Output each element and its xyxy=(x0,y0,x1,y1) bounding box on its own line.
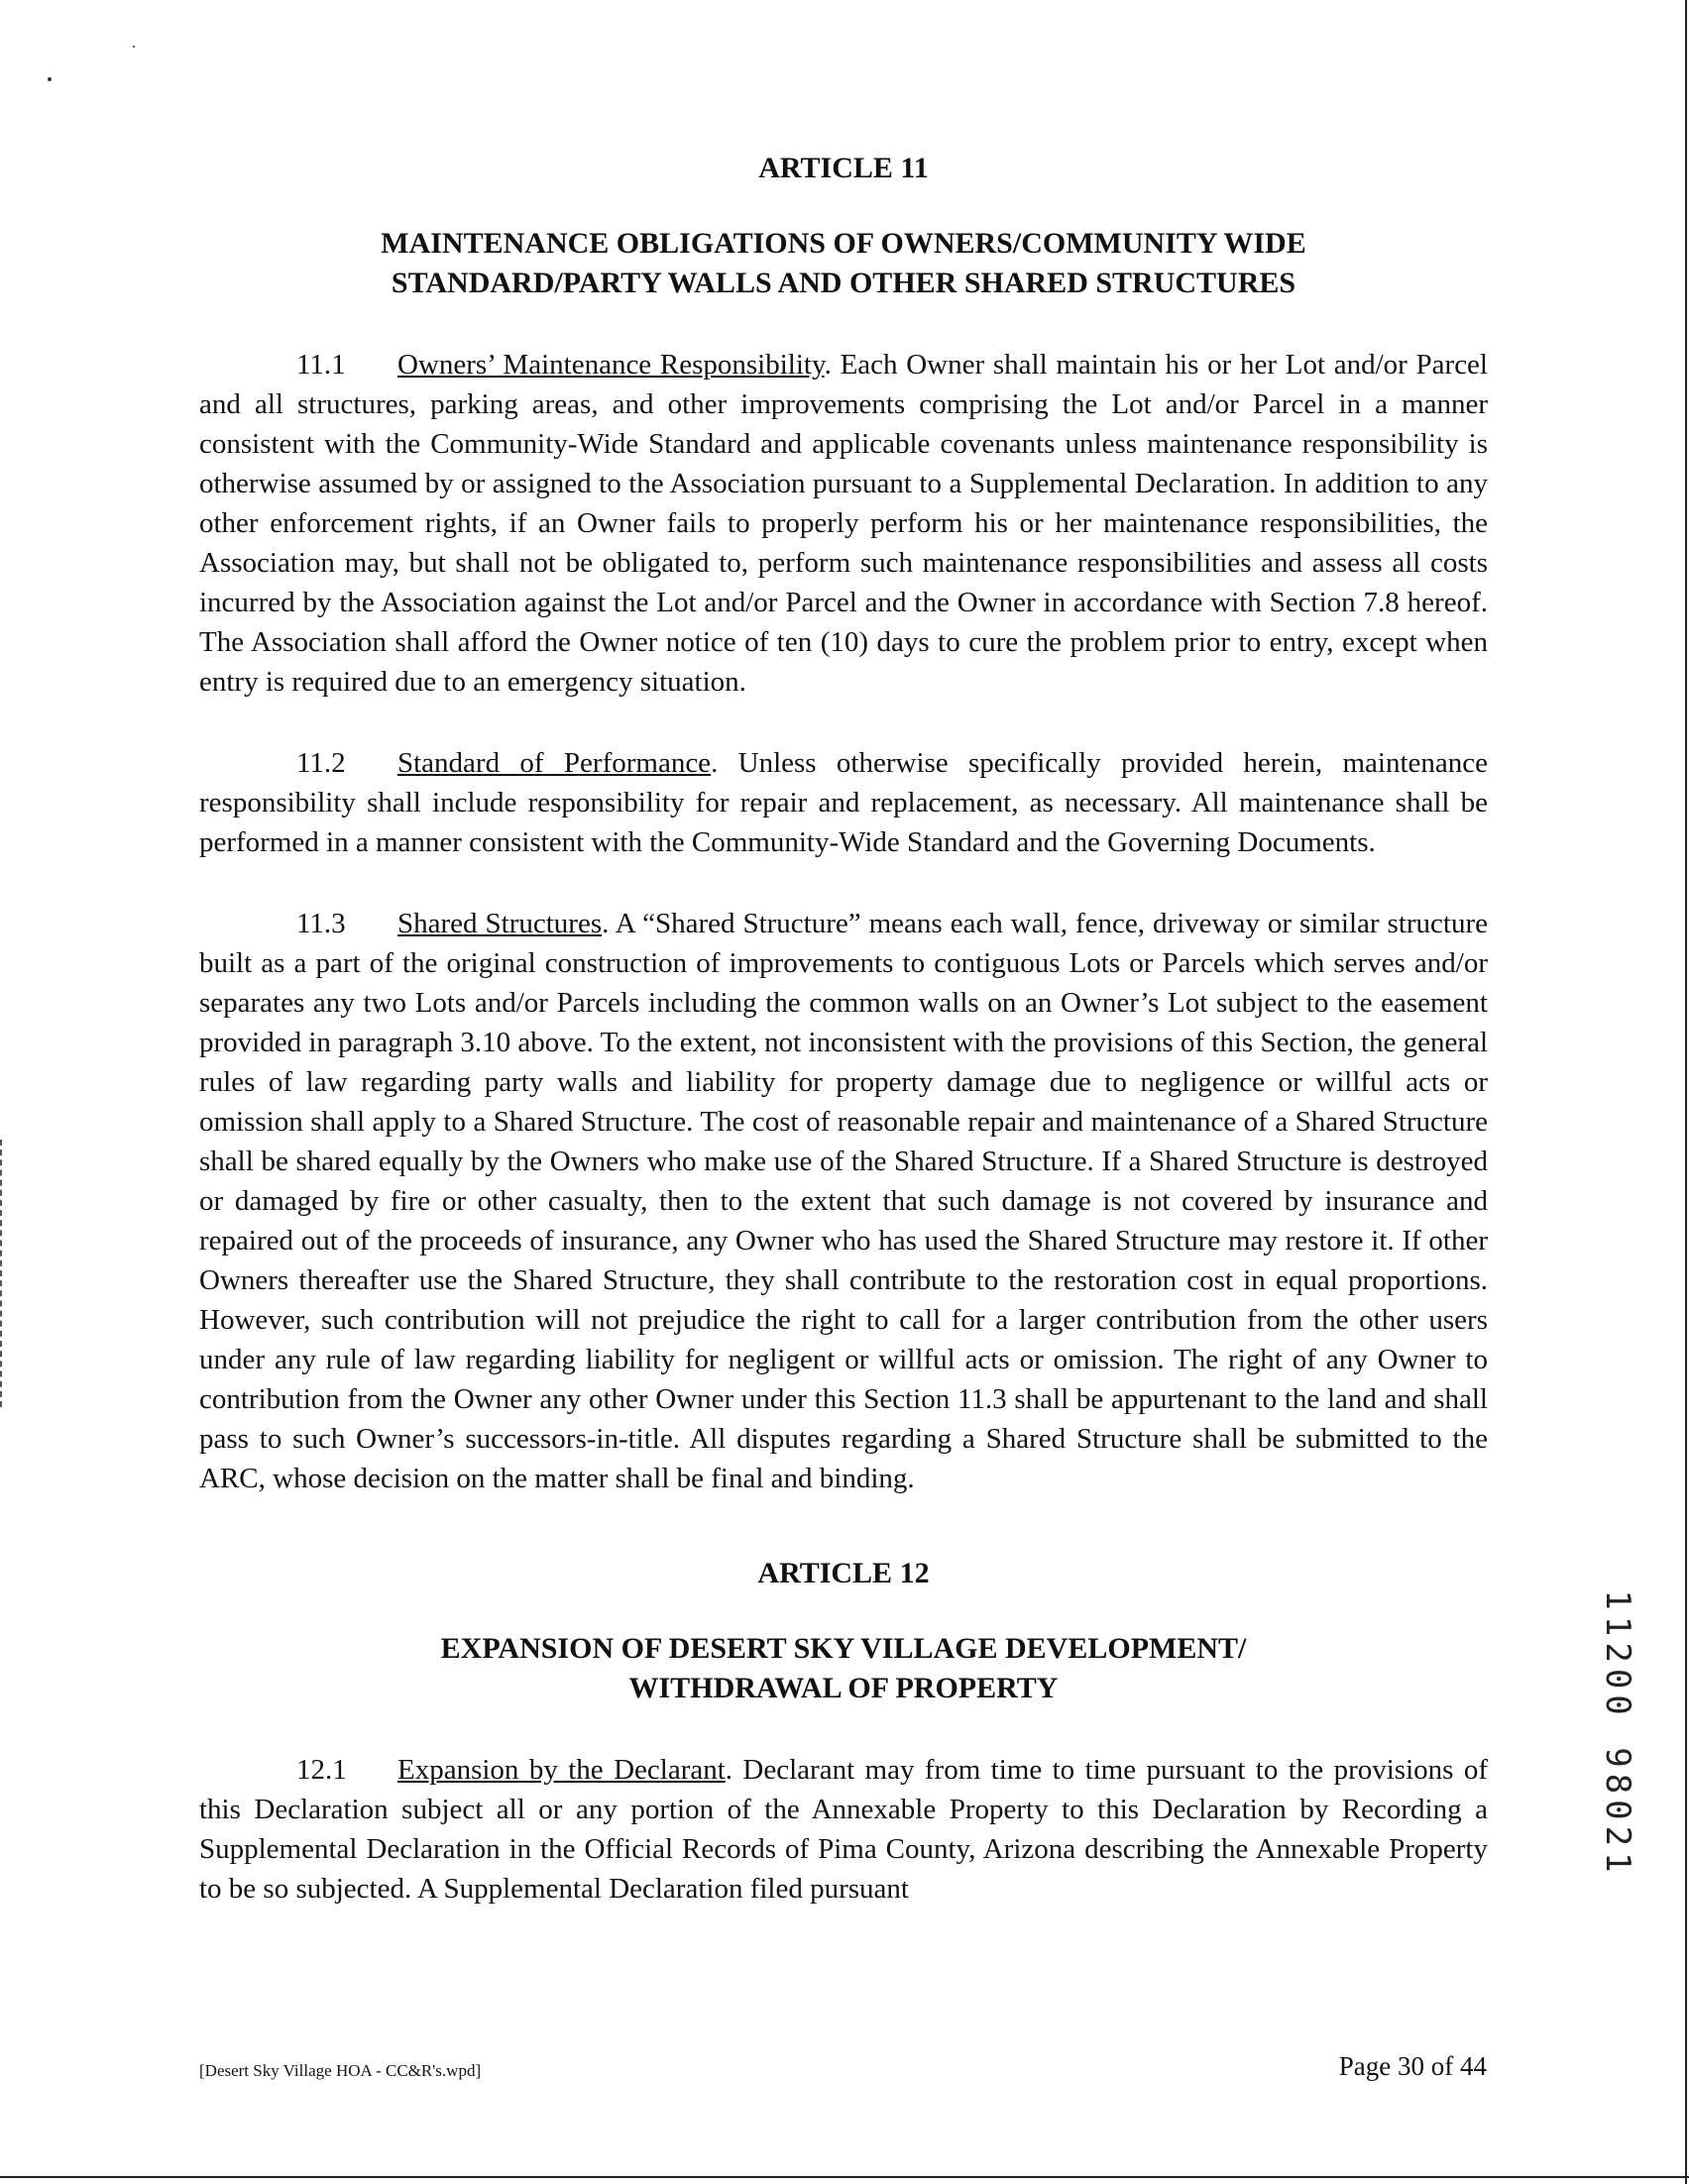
page-border-bottom xyxy=(0,2176,1689,2178)
section-number: 12.1 xyxy=(296,1754,347,1786)
article-12-heading: ARTICLE 12 xyxy=(757,1557,930,1589)
section-heading: Standard of Performance xyxy=(397,747,712,779)
section-heading: Expansion by the Declarant xyxy=(397,1754,726,1786)
scan-dot xyxy=(133,46,135,48)
section-text: A “Shared Structure” means each wall, fence, driveway or similar structure built as a part of the original construction of improvements to contiguous Lots or Parcels which serves and/or separates any two Lots and/or Parcels including the common walls on an Owner’s Lot subject to the easement provided in paragraph 3.10 above. To the extent, not inconsistent with the provisions of this Section, the general rules of law regarding party walls and liability for property damage due to negligence or willful acts or omission shall apply to a Shared Structure. The cost of reasonable repair and maintenance of a Shared Structure shall be shared equally by the Owners who make use of the Shared Structure. If a Shared Structure is destroyed or damaged by fire or other casualty, then to the extent that such damage is not covered by insurance and repaired out of the proceeds of insurance, any Owner who has used the Shared Structure may restore it. If other Owners thereafter use the Shared Structure, they shall contribute to the restoration cost in equal proportions. However, such contribution will not prejudice the right to call for a larger contribution from the other users under any rule of law regarding liability for negligent or willful acts or omission. The right of any Owner to contribution from the Owner any other Owner under this Section 11.3 shall be appurtenant to the land and shall pass to such Owner’s successors-in-title. All disputes regarding a Shared Structure shall be submitted to the ARC, whose decision on the matter shall be final and binding. xyxy=(199,908,1488,1494)
article-12-title-line-2: WITHDRAWAL OF PROPERTY xyxy=(628,1672,1059,1704)
article-12-title xyxy=(199,1629,1488,1708)
section-number: 11.3 xyxy=(296,908,346,939)
article-11-title xyxy=(199,224,1488,303)
article-11-title-line-1: MAINTENANCE OBLIGATIONS OF OWNERS/COMMUNITY WIDE xyxy=(381,227,1306,260)
footer-page-number: Page 30 of 44 xyxy=(1338,2051,1487,2081)
scan-edge-marks xyxy=(0,1140,5,1407)
section-text: Declarant may from time to time pursuant to the provisions of this Declaration subject all or any portion of the Annexable Property to this Declaration by Recording a Supplemental Declaration in the Official Records of Pima County, Arizona describing the Annexable Property to be so subjected. A Supplemental Declaration filed pursuant xyxy=(199,1754,1488,1905)
section-12-1: 12.1 Expansion by the Declarant. Declarant may from time to time pursuant to the provisions of this Declaration subject all or any portion of the Annexable Property to this Declaration by Recording a Supplemental Declaration in the Official Records of Pima County, Arizona describing the Annexable Property to be so subjected. A Supplemental Declaration filed pursuant xyxy=(199,1750,1488,1909)
section-heading: Owners’ Maintenance Responsibility xyxy=(397,349,825,381)
page-border-right xyxy=(1685,0,1687,2184)
section-text: Each Owner shall maintain his or her Lot and/or Parcel and all structures, parking areas, and other improvements comprising the Lot and/or Parcel in a manner consistent with the Community-Wide Standard and applicable covenants unless maintenance responsibility is otherwise assumed by or assigned to the Association pursuant to a Supplemental Declaration. In addition to any other enforcement rights, if an Owner fails to properly perform his or her maintenance responsibilities, the Association may, but shall not be obligated to, perform such maintenance responsibilities and assess all costs incurred by the Association against the Lot and/or Parcel and the Owner in accordance with Section 7.8 hereof. The Association shall afford the Owner notice of ten (10) days to cure the problem prior to entry, except when entry is required due to an emergency situation. xyxy=(199,349,1488,698)
article-11-heading: ARTICLE 11 xyxy=(758,152,929,184)
recording-stamp-text: 11200 98021 xyxy=(1598,1589,1637,1879)
section-number: 11.2 xyxy=(296,747,346,779)
document-body xyxy=(199,149,1488,1909)
section-11-3: 11.3 Shared Structures. A “Shared Structure” means each wall, fence, driveway or similar structure built as a part of the original construction of improvements to contiguous Lots or Parcels which serves and/or separates any two Lots and/or Parcels including the common walls on an Owner’s Lot subject to the easement provided in paragraph 3.10 above. To the extent, not inconsistent with the provisions of this Section, the general rules of law regarding party walls and liability for property damage due to negligence or willful acts or omission shall apply to a Shared Structure. The cost of reasonable repair and maintenance of a Shared Structure shall be shared equally by the Owners who make use of the Shared Structure. If a Shared Structure is destroyed or damaged by fire or other casualty, then to the extent that such damage is not covered by insurance and repaired out of the proceeds of insurance, any Owner who has used the Shared Structure may restore it. If other Owners thereafter use the Shared Structure, they shall contribute to the restoration cost in equal proportions. However, such contribution will not prejudice the right to call for a larger contribution from the other users under any rule of law regarding liability for negligent or willful acts or omission. The right of any Owner to contribution from the Owner any other Owner under this Section 11.3 shall be appurtenant to the land and shall pass to such Owner’s successors-in-title. All disputes regarding a Shared Structure shall be submitted to the ARC, whose decision on the matter shall be final and binding. xyxy=(199,904,1488,1498)
article-12-title-line-1: EXPANSION OF DESERT SKY VILLAGE DEVELOPMENT/ xyxy=(440,1632,1247,1665)
section-11-1: 11.1 Owners’ Maintenance Responsibility. Each Owner shall maintain his or her Lot and/or Parcel and all structures, parking areas, and other improvements comprising the Lot and/or Parcel in a manner consistent with the Community-Wide Standard and applicable covenants unless maintenance responsibility is otherwise assumed by or assigned to the Association pursuant to a Supplemental Declaration. In addition to any other enforcement rights, if an Owner fails to properly perform his or her maintenance responsibilities, the Association may, but shall not be obligated to, perform such maintenance responsibilities and assess all costs incurred by the Association against the Lot and/or Parcel and the Owner in accordance with Section 7.8 hereof. The Association shall afford the Owner notice of ten (10) days to cure the problem prior to entry, except when entry is required due to an emergency situation. xyxy=(199,345,1488,702)
section-number: 11.1 xyxy=(296,349,346,381)
footer-file-label: [Desert Sky Village HOA - CC&R's.wpd] xyxy=(199,2061,482,2080)
section-11-2: 11.2 Standard of Performance. Unless otherwise specifically provided herein, maintenance responsibility shall include responsibility for repair and replacement, as necessary. All maintenance shall be performed in a manner consistent with the Community-Wide Standard and the Governing Documents. xyxy=(199,743,1488,862)
section-text: Unless otherwise specifically provided herein, maintenance responsibility shall include responsibility for repair and replacement, as necessary. All maintenance shall be performed in a manner consistent with the Community-Wide Standard and the Governing Documents. xyxy=(199,747,1488,858)
recording-stamp xyxy=(1596,1589,1639,1879)
scan-dot xyxy=(48,77,52,81)
article-11-title-line-2: STANDARD/PARTY WALLS AND OTHER SHARED STRUCTURES xyxy=(391,267,1296,299)
section-heading: Shared Structures xyxy=(397,908,603,939)
